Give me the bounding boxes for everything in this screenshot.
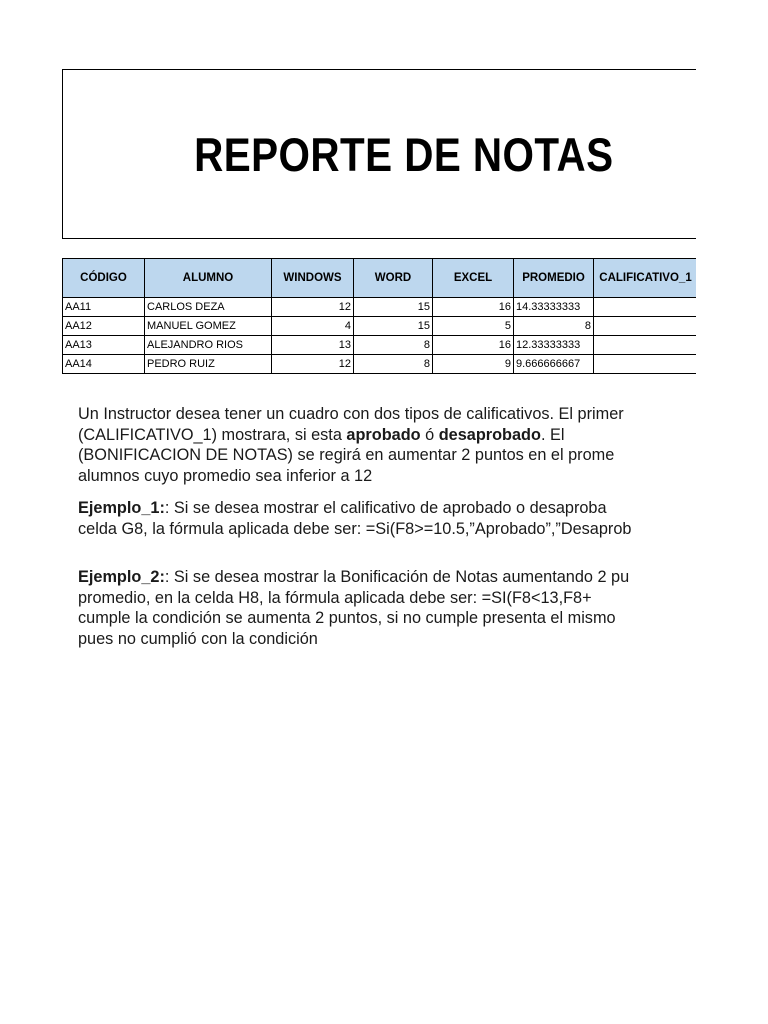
- instruction-line: (BONIFICACION DE NOTAS) se regirá en aumentar 2 puntos en el prome: [78, 446, 615, 464]
- example-2-label: Ejemplo_2:: [78, 568, 165, 586]
- cell-calificativo: [594, 298, 698, 317]
- page-title: REPORTE DE NOTAS: [194, 127, 614, 181]
- table-row: [63, 355, 698, 374]
- cell-excel: 9: [433, 355, 514, 374]
- header-word: WORD: [354, 259, 433, 298]
- cell-excel: 5: [433, 317, 514, 336]
- cell-calificativo: [594, 355, 698, 374]
- example-1-line: [78, 498, 698, 519]
- bold-desaprobado: desaprobado: [438, 425, 541, 444]
- header-promedio: PROMEDIO: [514, 259, 594, 298]
- table-row: [63, 298, 698, 317]
- header-alumno: ALUMNO: [145, 259, 272, 298]
- table-row: [63, 317, 698, 336]
- instruction-line: [78, 425, 698, 446]
- cell-calificativo: [594, 317, 698, 336]
- cell-calificativo: [594, 336, 698, 355]
- header-codigo: CÓDIGO: [63, 259, 145, 298]
- instruction-line: alumnos cuyo promedio sea inferior a 12: [78, 466, 373, 485]
- cell-windows: 4: [272, 317, 354, 336]
- cell-promedio: 12.33333333: [514, 336, 594, 355]
- cell-word: 8: [354, 355, 433, 374]
- cell-windows: 13: [272, 336, 354, 355]
- cell-codigo: AA14: [63, 355, 145, 374]
- text-span: . El: [540, 425, 565, 444]
- cell-word: 8: [354, 336, 433, 355]
- instruction-line: Un Instructor desea tener un cuadro con dos tipos de calificativos. El primer: [78, 405, 624, 423]
- cell-alumno: ALEJANDRO RIOS: [145, 336, 272, 355]
- example-2-line: [78, 567, 698, 588]
- cell-excel: 16: [433, 336, 514, 355]
- page-edge-mask: [696, 0, 768, 1024]
- example-1-line: celda G8, la fórmula aplicada debe ser: =Si(F8>=10.5,”Aprobado”,”Desaprob: [78, 519, 632, 538]
- cell-promedio: 14.33333333: [514, 298, 594, 317]
- cell-codigo: AA13: [63, 336, 145, 355]
- cell-word: 15: [354, 298, 433, 317]
- cell-alumno: MANUEL GOMEZ: [145, 317, 272, 336]
- text-span: : Si se desea mostrar el calificativo de aprobado o desaproba: [164, 499, 607, 517]
- cell-alumno: CARLOS DEZA: [145, 298, 272, 317]
- header-windows: WINDOWS: [272, 259, 354, 298]
- header-excel: EXCEL: [433, 259, 514, 298]
- cell-excel: 16: [433, 298, 514, 317]
- instructions-text: [78, 404, 698, 649]
- text-span: ó: [420, 425, 439, 444]
- cell-alumno: PEDRO RUIZ: [145, 355, 272, 374]
- cell-codigo: AA12: [63, 317, 145, 336]
- cell-word: 15: [354, 317, 433, 336]
- header-calificativo: CALIFICATIVO_1: [594, 259, 698, 298]
- title-box: [62, 69, 702, 239]
- text-span: : Si se desea mostrar la Bonificación de Notas aumentando 2 pu: [164, 568, 630, 586]
- bold-aprobado: aprobado: [346, 425, 421, 444]
- example-2-line: promedio, en la celda H8, la fórmula aplicada debe ser: =SI(F8<13,F8+: [78, 588, 592, 607]
- example-2-line: pues no cumplió con la condición: [78, 629, 318, 648]
- grades-table: [62, 258, 698, 374]
- cell-codigo: AA11: [63, 298, 145, 317]
- cell-promedio: 9.666666667: [514, 355, 594, 374]
- text-span: (CALIFICATIVO_1) mostrara, si esta: [78, 425, 347, 444]
- cell-windows: 12: [272, 355, 354, 374]
- example-1-label: Ejemplo_1:: [78, 499, 165, 517]
- cell-promedio: 8: [514, 317, 594, 336]
- example-2-line: cumple la condición se aumenta 2 puntos, si no cumple presenta el mismo: [78, 609, 616, 627]
- table-header-row: [63, 259, 698, 298]
- cell-windows: 12: [272, 298, 354, 317]
- table-row: [63, 336, 698, 355]
